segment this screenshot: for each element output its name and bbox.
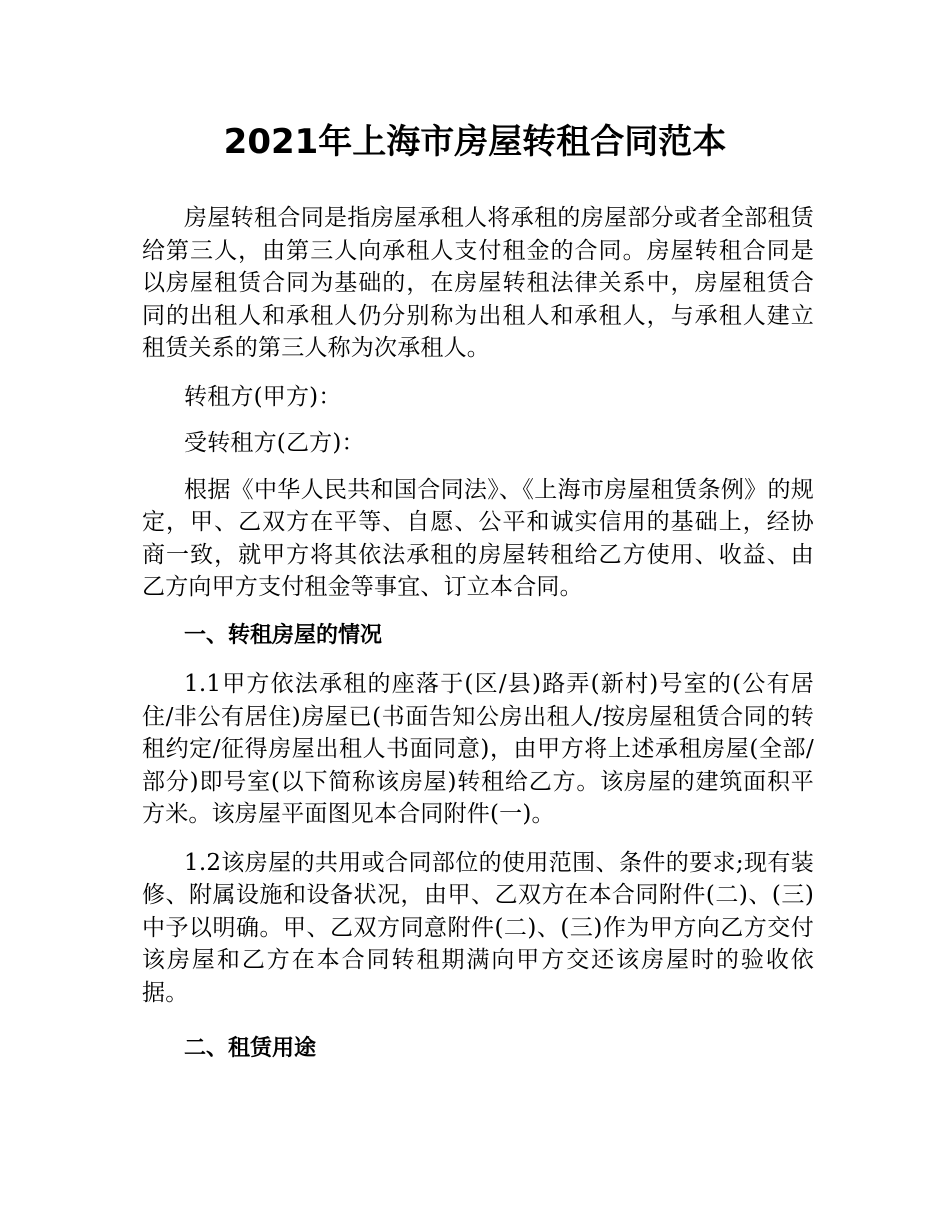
document-body (142, 202, 814, 1082)
party-a-line: 转租方(甲方)： (184, 383, 342, 410)
clause-1-1: 1.1甲方依法承租的座落于(区/县)路弄(新村)号室的(公有居住/非公有居住)房屋已(书面告知公房出租人/按房屋租赁合同的转租约定/征得房屋出租人书面同意)，由甲方将上述承租房屋(全部/部分)即号室(以下简称该房屋)转租给乙方。该房屋的建筑面积平方米。该房屋平面图见本合同附件(一)。 (142, 671, 814, 827)
section-2-heading: 二、租赁用途 (184, 1036, 317, 1061)
intro-paragraph: 房屋转租合同是指房屋承租人将承租的房屋部分或者全部租赁给第三人，由第三人向承租人支付租金的合同。房屋转租合同是以房屋租赁合同为基础的，在房屋转租法律关系中，房屋租赁合同的出租人和承租人仍分别称为出租人和承租人，与承租人建立租赁关系的第三人称为次承租人。 (142, 205, 814, 361)
document-title: 2021年上海市房屋转租合同范本 (223, 122, 727, 162)
basis-paragraph: 根据《中华人民共和国合同法》、《上海市房屋租赁条例》的规定，甲、乙双方在平等、自愿、公平和诚实信用的基础上，经协商一致，就甲方将其依法承租的房屋转租给乙方使用、收益、由乙方向甲方支付租金等事宜、订立本合同。 (142, 476, 814, 600)
clause-1-2: 1.2该房屋的共用或合同部位的使用范围、条件的要求;现有装修、附属设施和设备状况，由甲、乙双方在本合同附件(二)、(三)中予以明确。甲、乙双方同意附件(二)、(三)作为甲方向乙方交付该房屋和乙方在本合同转租期满向甲方交还该房屋时的验收依据。 (142, 849, 814, 1006)
section-1-heading: 一、转租房屋的情况 (184, 622, 383, 648)
party-b-line: 受转租方(乙方)： (184, 430, 365, 456)
